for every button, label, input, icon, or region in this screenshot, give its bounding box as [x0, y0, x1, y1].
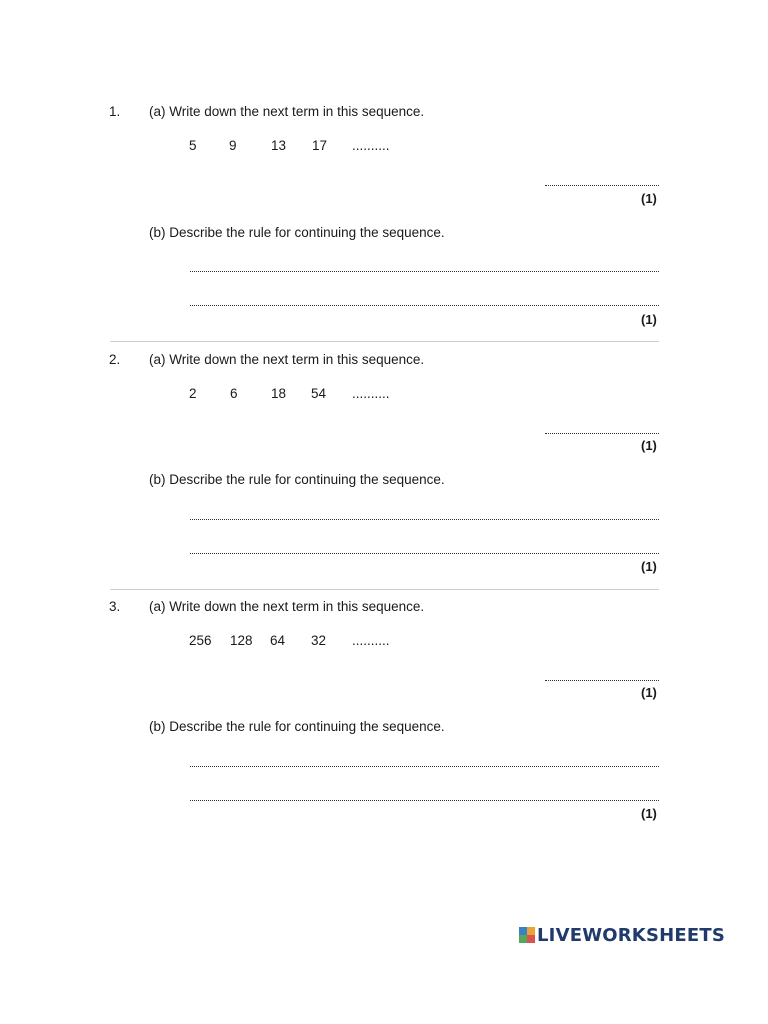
question-number: 1.	[109, 104, 121, 119]
sequence-term: 2	[189, 386, 197, 401]
answer-line-b1[interactable]	[190, 270, 659, 272]
sequence-term: 54	[311, 386, 327, 401]
sequence-term: 5	[189, 138, 197, 153]
section-divider	[110, 341, 659, 342]
sequence-blank: ..........	[352, 386, 390, 401]
part-a-prompt: (a) Write down the next term in this sequence.	[149, 599, 425, 614]
part-b-prompt: (b) Describe the rule for continuing the sequence.	[149, 472, 445, 487]
answer-line-a[interactable]	[545, 184, 659, 186]
sequence-term: 32	[311, 633, 327, 648]
sequence-term: 6	[230, 386, 238, 401]
brand-name: LIVEWORKSHEETS	[537, 924, 726, 946]
answer-line-b2[interactable]	[190, 304, 659, 306]
part-b-prompt: (b) Describe the rule for continuing the sequence.	[149, 225, 445, 240]
answer-line-b2[interactable]	[190, 799, 659, 801]
sequence-term: 256	[189, 633, 212, 648]
part-b-prompt: (b) Describe the rule for continuing the sequence.	[149, 719, 445, 734]
question-number: 3.	[109, 599, 121, 614]
answer-line-b1[interactable]	[190, 765, 659, 767]
sequence-term: 9	[229, 138, 237, 153]
marks-a: (1)	[641, 191, 657, 206]
marks-b: (1)	[641, 806, 657, 821]
section-divider	[110, 589, 659, 590]
marks-b: (1)	[641, 312, 657, 327]
sequence-term: 17	[312, 138, 328, 153]
marks-a: (1)	[641, 438, 657, 453]
sequence-term: 18	[271, 386, 287, 401]
answer-line-a[interactable]	[545, 679, 659, 681]
sequence-term: 64	[270, 633, 286, 648]
answer-line-b1[interactable]	[190, 518, 659, 520]
part-a-prompt: (a) Write down the next term in this sequence.	[149, 104, 425, 119]
part-a-prompt: (a) Write down the next term in this sequence.	[149, 352, 425, 367]
sequence-term: 128	[230, 633, 253, 648]
marks-b: (1)	[641, 559, 657, 574]
question-number: 2.	[109, 352, 121, 367]
marks-a: (1)	[641, 685, 657, 700]
sequence-blank: ..........	[352, 633, 390, 648]
sequence-blank: ..........	[352, 138, 390, 153]
liveworksheets-logo-icon	[519, 927, 535, 943]
liveworksheets-brand	[519, 924, 725, 946]
answer-line-b2[interactable]	[190, 552, 659, 554]
answer-line-a[interactable]	[545, 432, 659, 434]
sequence-term: 13	[271, 138, 287, 153]
